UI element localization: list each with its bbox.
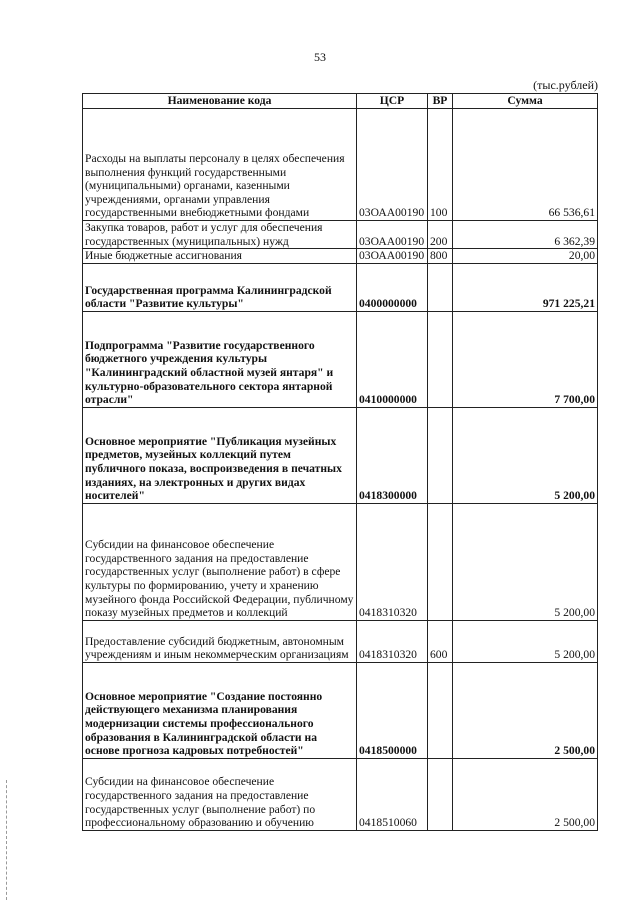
cell-csr: 0418310320 bbox=[357, 503, 428, 620]
table-row bbox=[83, 662, 598, 758]
cell-name: Государственная программа Калининградской области "Развитие культуры" bbox=[83, 263, 357, 311]
cell-name: Расходы на выплаты персоналу в целях обеспечения выполнения функций государственными (муниципальными) органами, казенными учреждениями, органами управления государственными внебюджетными фондами bbox=[83, 109, 357, 221]
cell-csr: 0418310320 bbox=[357, 620, 428, 662]
table-row bbox=[83, 311, 598, 407]
header-sum: Сумма bbox=[453, 94, 598, 109]
cell-name: Иные бюджетные ассигнования bbox=[83, 249, 357, 264]
cell-sum: 2 500,00 bbox=[453, 662, 598, 758]
cell-csr: 0418510060 bbox=[357, 758, 428, 830]
table-row bbox=[83, 249, 598, 264]
cell-sum: 971 225,21 bbox=[453, 263, 598, 311]
header-name: Наименование кода bbox=[83, 94, 357, 109]
table-row bbox=[83, 263, 598, 311]
cell-name: Субсидии на финансовое обеспечение государственного задания на предоставление государственных услуг (выполнение работ) по профессиональному образованию и обучению bbox=[83, 758, 357, 830]
cell-csr: 0400000000 bbox=[357, 263, 428, 311]
cell-sum: 5 200,00 bbox=[453, 503, 598, 620]
cell-vr bbox=[428, 311, 453, 407]
cell-vr bbox=[428, 263, 453, 311]
cell-vr bbox=[428, 503, 453, 620]
cell-csr: 0418500000 bbox=[357, 662, 428, 758]
cell-name: Субсидии на финансовое обеспечение государственного задания на предоставление государственных услуг (выполнение работ) в сфере культуры по формированию, учету и хранению музейного фонда Российской Федерации, публичному показу музейных предметов и коллекций bbox=[83, 503, 357, 620]
header-vr: ВР bbox=[428, 94, 453, 109]
cell-sum: 5 200,00 bbox=[453, 620, 598, 662]
cell-name: Предоставление субсидий бюджетным, автономным учреждениям и иным некоммерческим организациям bbox=[83, 620, 357, 662]
table-row bbox=[83, 620, 598, 662]
table-row bbox=[83, 503, 598, 620]
cell-sum: 6 362,39 bbox=[453, 221, 598, 249]
units-label: (тыс.рублей) bbox=[533, 78, 598, 92]
budget-table bbox=[82, 93, 598, 831]
cell-csr: 03ОАА00190 bbox=[357, 109, 428, 221]
cell-sum: 7 700,00 bbox=[453, 311, 598, 407]
cell-sum: 5 200,00 bbox=[453, 407, 598, 503]
cell-vr: 100 bbox=[428, 109, 453, 221]
cell-vr: 600 bbox=[428, 620, 453, 662]
scan-margin-mark bbox=[6, 780, 9, 900]
cell-csr: 0410000000 bbox=[357, 311, 428, 407]
table-row bbox=[83, 221, 598, 249]
header-csr: ЦСР bbox=[357, 94, 428, 109]
table-row bbox=[83, 758, 598, 830]
cell-vr bbox=[428, 662, 453, 758]
cell-csr: 03ОАА00190 bbox=[357, 221, 428, 249]
cell-vr: 200 bbox=[428, 221, 453, 249]
cell-sum: 20,00 bbox=[453, 249, 598, 264]
cell-name: Подпрограмма "Развитие государственного бюджетного учреждения культуры "Калининградский областной музей янтаря" и культурно-образовательного сектора янтарной отрасли" bbox=[83, 311, 357, 407]
cell-vr bbox=[428, 758, 453, 830]
table-row bbox=[83, 407, 598, 503]
cell-sum: 66 536,61 bbox=[453, 109, 598, 221]
cell-name: Основное мероприятие "Создание постоянно действующего механизма планирования модернизации системы профессионального образования в Калининградской области на основе прогноза кадровых потребностей" bbox=[83, 662, 357, 758]
table-header-row bbox=[83, 94, 598, 109]
cell-vr: 800 bbox=[428, 249, 453, 264]
cell-name: Основное мероприятие "Публикация музейных предметов, музейных коллекций путем публичного показа, воспроизведения в печатных изданиях, на электронных и других видах носителей" bbox=[83, 407, 357, 503]
table-row bbox=[83, 109, 598, 221]
cell-sum: 2 500,00 bbox=[453, 758, 598, 830]
cell-name: Закупка товаров, работ и услуг для обеспечения государственных (муниципальных) нужд bbox=[83, 221, 357, 249]
cell-csr: 03ОАА00190 bbox=[357, 249, 428, 264]
page-number: 53 bbox=[314, 50, 326, 64]
cell-vr bbox=[428, 407, 453, 503]
cell-csr: 0418300000 bbox=[357, 407, 428, 503]
